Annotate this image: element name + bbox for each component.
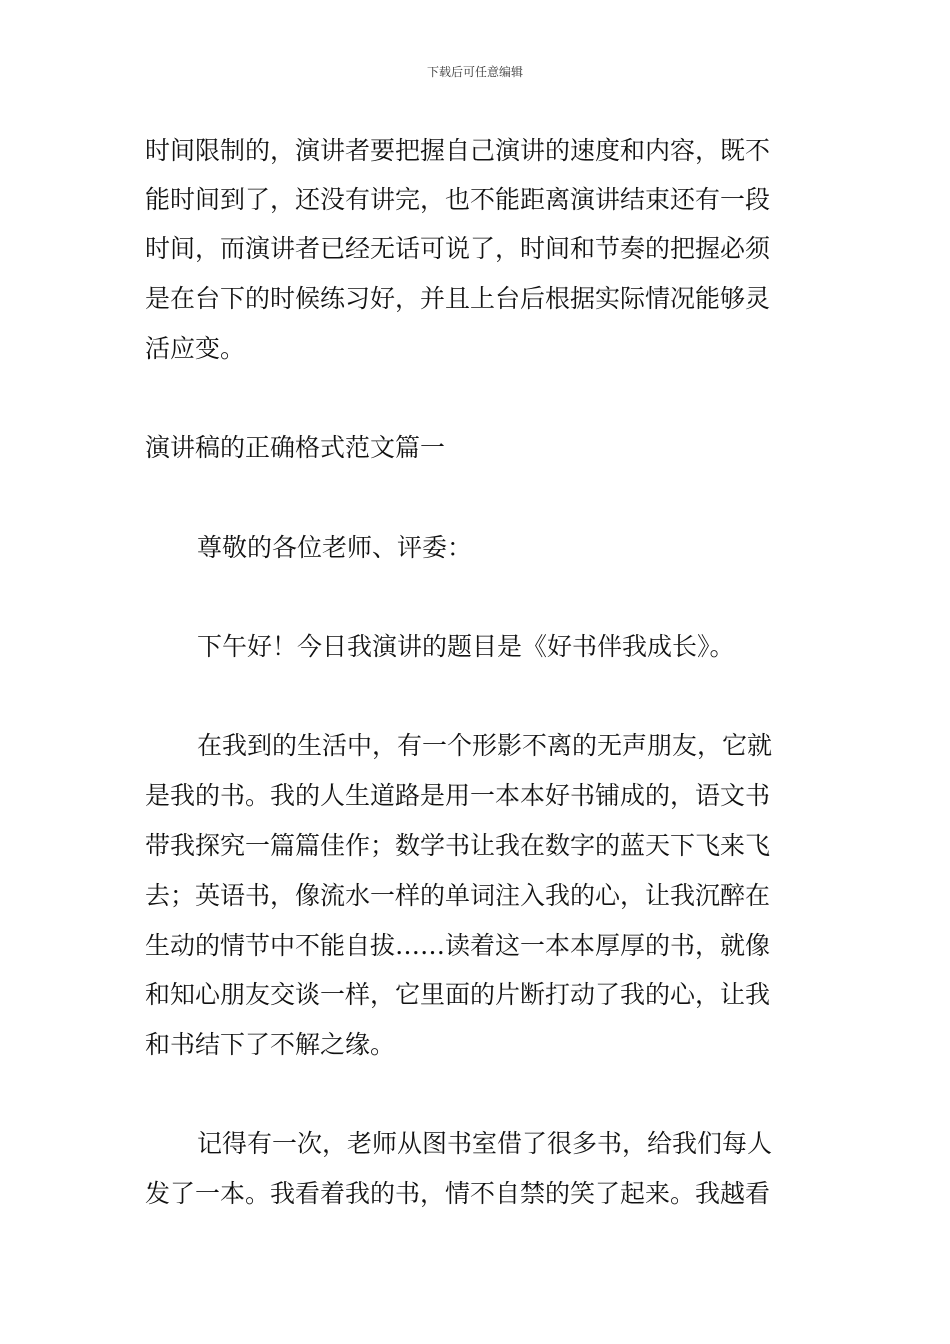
greeting: 下午好！今日我演讲的题目是《好书伴我成长》。 xyxy=(197,632,735,661)
paragraph-1-line-5: 活应变。 xyxy=(145,334,246,363)
section-heading: 演讲稿的正确格式范文篇一 xyxy=(145,433,446,462)
page-header: 下载后可任意编辑 xyxy=(426,65,523,79)
paragraph-2-line-1: 在我到的生活中，有一个形影不离的无声朋友，它就 xyxy=(197,731,773,760)
paragraph-3-line-1: 记得有一次，老师从图书室借了很多书，给我们每人 xyxy=(197,1129,773,1158)
salutation: 尊敬的各位老师、评委： xyxy=(197,533,473,562)
paragraph-1-line-2: 能时间到了，还没有讲完，也不能距离演讲结束还有一段 xyxy=(145,185,771,214)
paragraph-1-line-3: 时间，而演讲者已经无话可说了，时间和节奏的把握必须 xyxy=(145,234,771,263)
paragraph-1-line-1: 时间限制的，演讲者要把握自己演讲的速度和内容，既不 xyxy=(145,136,771,165)
paragraph-2-line-3: 带我探究一篇篇佳作；数学书让我在数字的蓝天下飞来飞 xyxy=(145,831,771,860)
paragraph-2-line-2: 是我的书。我的人生道路是用一本本好书铺成的，语文书 xyxy=(145,781,771,810)
paragraph-2-line-5: 生动的情节中不能自拔……读着这一本本厚厚的书，就像 xyxy=(145,931,771,960)
paragraph-3-line-2: 发了一本。我看着我的书，情不自禁的笑了起来。我越看 xyxy=(145,1179,771,1208)
paragraph-2-line-4: 去；英语书，像流水一样的单词注入我的心，让我沉醉在 xyxy=(145,881,771,910)
paragraph-1-line-4: 是在台下的时候练习好，并且上台后根据实际情况能够灵 xyxy=(145,284,771,313)
paragraph-2-line-6: 和知心朋友交谈一样，它里面的片断打动了我的心，让我 xyxy=(145,980,771,1009)
paragraph-2-line-7: 和书结下了不解之缘。 xyxy=(145,1030,396,1059)
